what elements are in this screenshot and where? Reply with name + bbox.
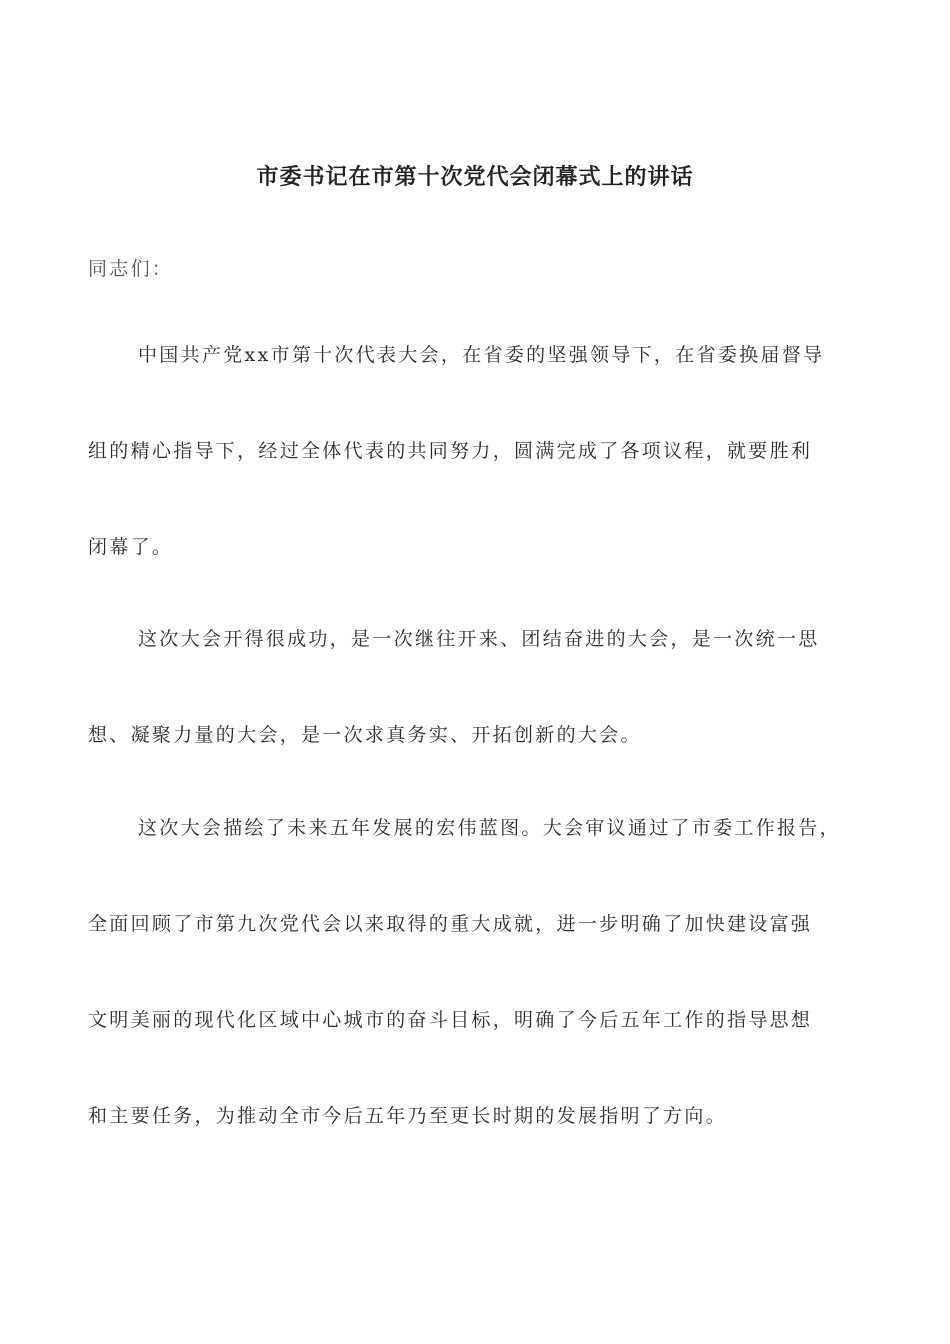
- paragraph-line: 这次大会开得很成功，是一次继往开来、团结奋进的大会，是一次统一思: [138, 628, 820, 650]
- paragraph-line: 全面回顾了市第九次党代会以来取得的重大成就，进一步明确了加快建设富强: [88, 913, 813, 935]
- paragraph-line: 文明美丽的现代化区域中心城市的奋斗目标，明确了今后五年工作的指导思想: [88, 1009, 813, 1031]
- paragraph-line: 中国共产党xx市第十次代表大会，在省委的坚强领导下，在省委换届督导: [138, 344, 825, 366]
- page-title: 市委书记在市第十次党代会闭幕式上的讲话: [256, 164, 694, 190]
- paragraph-line: 这次大会描绘了未来五年发展的宏伟蓝图。大会审议通过了市委工作报告，: [138, 817, 841, 839]
- paragraph-line: 闭幕了。: [88, 536, 174, 558]
- salutation: 同志们：: [88, 258, 174, 280]
- paragraph-line: 和主要任务，为推动全市今后五年乃至更长时期的发展指明了方向。: [88, 1105, 728, 1127]
- paragraph-line: 组的精心指导下，经过全体代表的共同努力，圆满完成了各项议程，就要胜利: [88, 440, 813, 462]
- paragraph-line: 想、凝聚力量的大会，是一次求真务实、开拓创新的大会。: [88, 724, 642, 746]
